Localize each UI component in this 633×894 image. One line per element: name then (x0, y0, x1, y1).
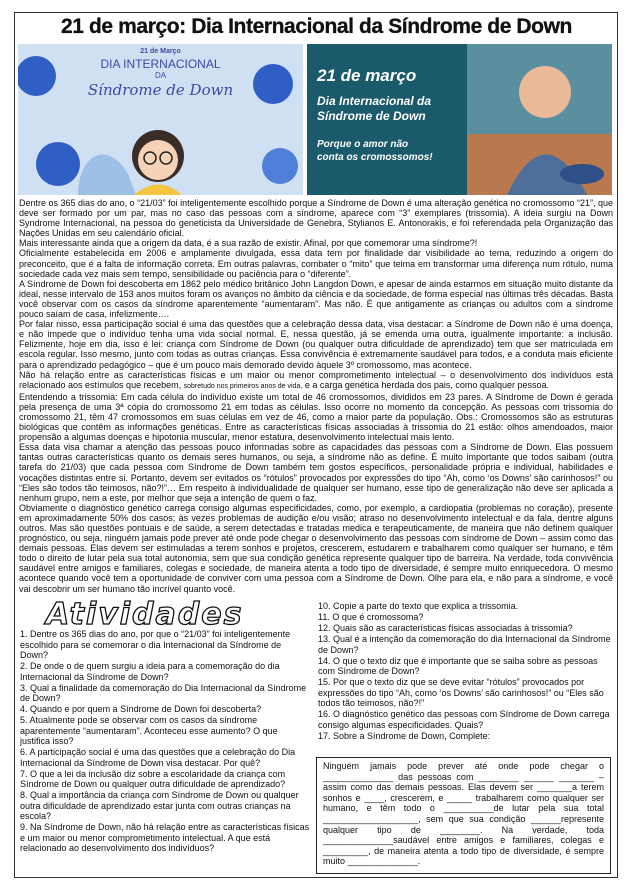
ribbon-icon (78, 154, 136, 195)
banner-left-line2: DIA INTERNACIONAL (100, 57, 221, 71)
question-item: 12. Quais são as características físicas associadas à trissomia? (318, 623, 573, 633)
banner-right-line3: Síndrome de Down (317, 109, 426, 123)
question-item: 4. Quando e por quem a Síndrome de Down foi descoberta? (20, 704, 262, 714)
paragraph-part: Não há relação entre as características físicas e um maior ou menor comprometimento intelectual – o desenvolvimento dos indivíduos está relacionado aos estímulos que recebem, (19, 369, 613, 390)
banner-left (18, 44, 303, 195)
balloon-icon (36, 142, 80, 186)
paragraph-part: e a carga genética herdada dos pais, como qualquer pessoa. (304, 379, 549, 390)
banner-right-line4: Porque o amor não (317, 139, 409, 150)
paragraph (19, 370, 613, 392)
banner-right-line5: conta os cromossomos! (317, 152, 433, 163)
banner-right-date: 21 de março (317, 66, 417, 85)
paragraph: Mais interessante ainda que a origem da data, é a sua razão de existir. Afinal, por que comemorar uma síndrome?! (19, 238, 478, 249)
paragraph: Essa data visa chamar a atenção das pessoas pouco informadas sobre as capacidades das pessoas com a Síndrome de Down. Elas possuem tantas outras características quanto os demais seres humanos, ou seja, a síndrome não as define. É muito importante que todos saibam (outra tarefa do 21/03) que cada pessoa com Síndrome de Down também tem gostos específicos, personalidade própria e individual, habilidades e vocações distintas entre si. Portanto, devem ser evitados os “rótulos” provocados por expressões do tipo “Ah, como ‘os Downs’ são carinhosos!” ou “Eles são todos tão teimosos, não?!”… Em respeito à individualidade de qualquer ser humano, esse tipo de generalização não deve ser aplicada a nenhum grupo, nem a este, por melhor que seja a intenção de quem o faz. (19, 442, 613, 503)
question-item: 3. Qual a finalidade da comemoração do Dia Internacional da Síndrome de Down? (20, 682, 307, 703)
question-item: 9. Na Síndrome de Down, não há relação entre as características físicas e um maior ou menor comprometimento intelectual. A que está relacionado ao desenvolvimento dos indivíduos? (20, 822, 310, 853)
paragraph-part-small: sobretudo nos primeiros anos de vida, (183, 382, 303, 390)
banner-left-line3: DA (154, 71, 167, 80)
question-item: 7. O que a lei da inclusão diz sobre a escolaridade da criança com Síndrome de Down ou qualquer outra dificuldade de aprendizado? (20, 768, 286, 789)
banner-left-line4: Síndrome de Down (87, 81, 234, 99)
banner-left-date: 21 de Março (140, 48, 181, 55)
paragraph: Entendendo a trissomia: Em cada célula do indivíduo existe um total de 46 cromossomos, divididos em 23 pares. A Síndrome de Down é gerada pela presença de uma 3ª cópia do cromossomo 21 em todas as células. Isso ocorre no momento da concepção. As pessoas com trissomia do cromossomo 21, têm 47 cromossomos em suas células em vez de 46, como a maior parte da população. Obs.: Cromossomos são as estruturas biológicas que contêm as informações genéticas. Entre as características físicas associadas à trissomia do 21 estão: olhos amendoados, maior propensão a algumas doenças e hipotonia muscular, menor estatura, desenvolvimento intelectual mais lento. (19, 391, 613, 443)
question-item: 13. Qual é a intenção da comemoração do dia Internacional da Síndrome de Down? (318, 634, 611, 655)
paragraph: Por falar nisso, essa participação social é uma das questões que a celebração dessa data, visa destacar: a Síndrome de Down não é uma doença, e não impede que o indivíduo tenha uma vida social normal. E, nessa questão, já se emenda uma outra, igualmente importante: a inclusão. Felizmente, hoje em dia, isso é lei: criança com Síndrome de Down (ou qualquer outra dificuldade de aprendizado) tem que ser matriculada em escola regular. Isso mesmo, junto com todas as outras crianças. Essa convivência é extremamente saudável para todos, e a conduta mais eficiente para o aprendizado pedagógico – que é um pouco mais demorado devido àquele 3º cromossomo, mas acontece. (19, 319, 613, 370)
question-item: 16. O diagnóstico genético das pessoas com Síndrome de Down carrega consigo algumas especificidades. Quais? (318, 709, 610, 730)
article-body (19, 198, 613, 594)
activities-title: Atividades (46, 597, 244, 632)
banner-right-line2: Dia Internacional da (317, 94, 432, 108)
cloze-exercise-box[interactable] (316, 757, 611, 874)
child-shoe (560, 164, 604, 184)
girl-shirt (134, 185, 182, 196)
cloze-text: Ninguém jamais pode prever até onde pode chegar o ______________ das pessoas com ________ ______ _______ – assim como das demais pessoas. Elas devem ser _______a terem sonhos e ____, crescerem, e _____ trabalharem como qualquer ser humano, e têm todo o __________de lutar pela sua total ___________________, sem que sua condição ______represente qualquer tipo de ________. Na verdade, toda ______________saudável entre amigos e familiares, colegas e _________, de maneira atenta a todo tipo de diversidade, é sempre muito ______________. (323, 761, 604, 867)
question-item: 14. O que o texto diz que é importante que se saiba sobre as pessoas com Síndrome de Down? (318, 655, 598, 676)
balloon-icon (262, 148, 298, 184)
question-item: 10. Copie a parte do texto que explica a trissomia. (318, 601, 519, 611)
question-item: 5. Atualmente pode se observar com os casos da síndrome aparentemente “aumentaram”. Aconteceu esse aumento? O que justifica isso? (20, 715, 278, 746)
question-item: 8. Qual a importância da criança com Síndrome de Down ou qualquer outra dificuldade de aprendizado estar junta com outras crianças na escola? (20, 790, 299, 821)
questions-right-column (318, 601, 612, 742)
question-item: 11. O que é cromossoma? (318, 612, 424, 622)
paragraph: Dentre os 365 dias do ano, o “21/03” foi inteligentemente escolhido porque a Síndrome de Down é uma alteração genética no cromossomo “21”, que deve ser formado por um par, mas no caso das pessoas com a síndrome, aparece com “3” exemplares (trissomia). A ideia surgiu na Down Syndrome Internacional, na pessoa do geneticista da Universidade de Genebra, Stylianos E. Antonorakis, e foi referendada pela Organização das Nações Unidas em seu calendário oficial. (19, 198, 613, 239)
paragraph: Oficialmente estabelecida em 2006 e amplamente divulgada, essa data tem por finalidade dar visibilidade ao tema, reduzindo a origem do preconceito, que é a falta de informação correta. Em outras palavras, combater o “mito” que teima em transformar uma diferença num rótulo, numa sociedade cada vez mais sem tempo, sensibilidade ou paciência para o “diferente”. (19, 248, 613, 279)
page-title: 21 de março: Dia Internacional da Síndrome de Down (61, 15, 572, 38)
paragraph: Obviamente o diagnóstico genético carrega consigo algumas especificidades, como, por exemplo, a cardiopatia (problemas no coração), presente em aproximadamente 50% dos casos; às vezes problemas de audição e/ou visão; atraso no desenvolvimento intelectual e da fala, dentre alguns outros. Mas são questões pontuais e de saúde, a serem detectadas e tratadas medica e terapeuticamente, de maneira que não definem qualquer prognóstico, ou seja, ninguém jamais pode prever até onde pode chegar o desenvolvimento das pessoas com síndrome de Down – assim como das demais pessoas. Elas devem ser estimuladas a terem sonhos e projetos, crescerem, estudarem e trabalharem como qualquer ser humano, e têm todo o direito de lutar pela sua total autonomia, sem que sua condição genética represente qualquer tipo de barreira. Na verdade, toda convivência saudável entre amigos e familiares, colegas e sociedade, de maneira atenta a todo tipo de diversidade, é sempre muito enriquecedora. O mesmo acontece quando você tem a oportunidade de conviver com uma pessoa com a Síndrome de Down. Olhe para ela, e não para a síndrome, e você vai descobrir um ser humano tão incrível quanto você. (19, 502, 613, 594)
child-face (519, 66, 571, 118)
question-item: 2. De onde o de quem surgiu a ideia para a comemoração do dia Internacional da Síndrome de Down? (20, 661, 280, 682)
question-item: 17. Sobre a Síndrome de Down, Complete: (318, 730, 491, 741)
questions-left-column (20, 629, 310, 854)
paragraph: A Síndrome de Down foi descoberta em 1862 pelo médico britânico John Langdon Down, e apesar de ainda estarmos em situação muito distante da ideal, nesse intervalo de 153 anos muitos foram os avanços no âmbito da ciência e da sociedade, de forma especial nas últimas três décadas. Basta você observar com os casos da síndrome aparentemente “aumentaram”. Mas não. É que antigamente as crianças ou adultos com a síndrome pouco saíam de casa, infelizmente…. (19, 278, 613, 320)
banner-right (307, 44, 612, 195)
question-item: 1. Dentre os 365 dias do ano, por que o “21/03” foi inteligentemente escolhido para se comemorar o dia Internacional da Síndrome de Down? (20, 629, 291, 660)
question-item: 15. Por que o texto diz que se deve evitar “rótulos” provocados por expressões do tipo “Ah, como ‘os Downs’ são carinhosos!” ou “Eles são todos tão teimosos, não?!” (318, 677, 604, 708)
question-item: 6. A participação social é uma das questões que a celebração do Dia Internacional da Síndrome de Down visa destacar. Por quê? (20, 747, 296, 768)
